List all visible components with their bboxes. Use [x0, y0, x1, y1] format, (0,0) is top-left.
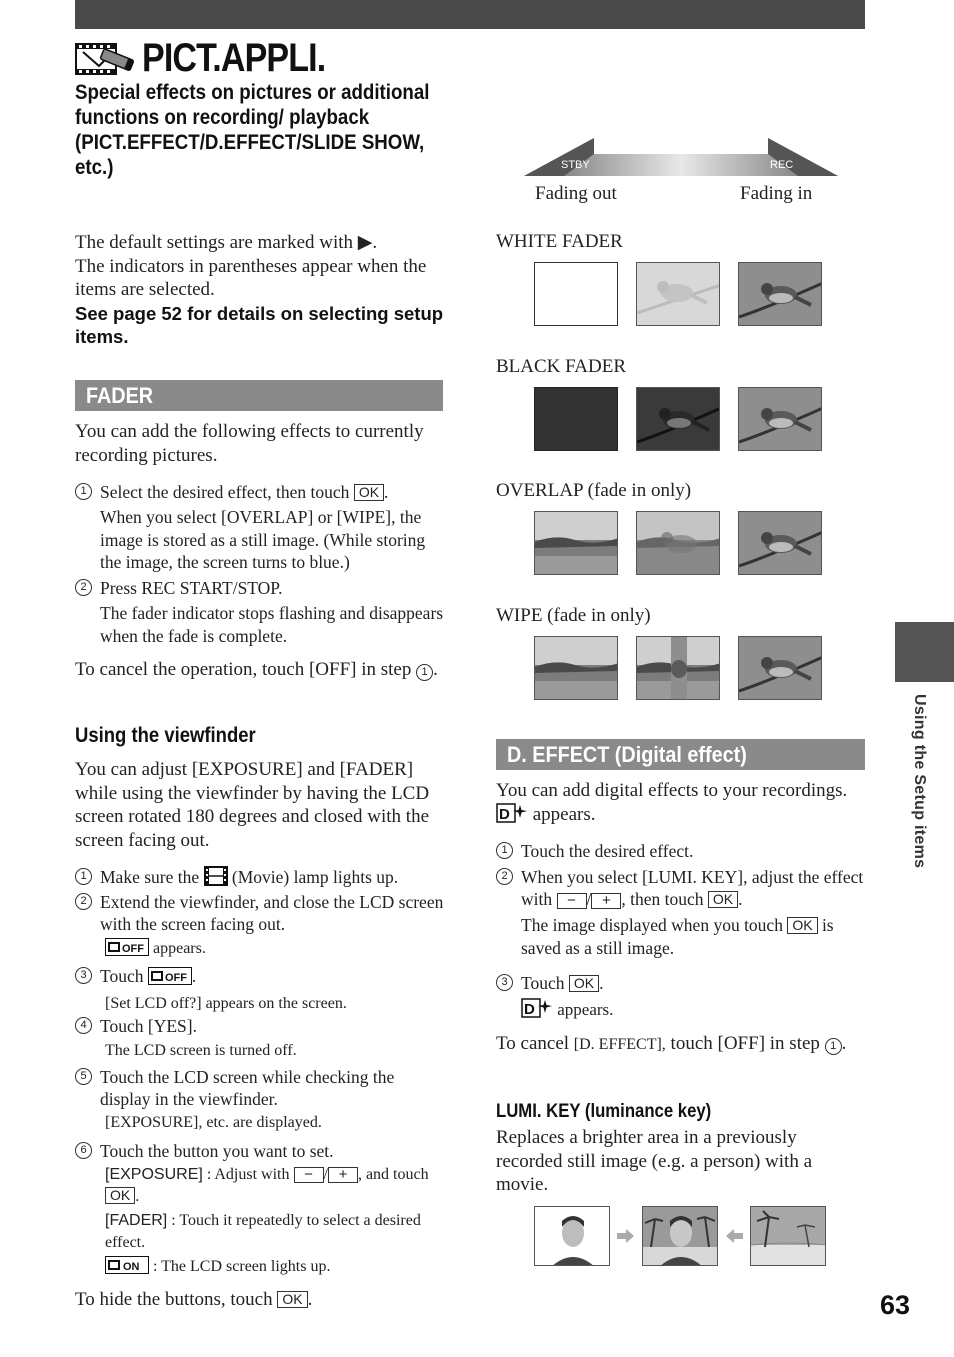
bird-fading-black-thumbnail	[636, 387, 720, 451]
lcd-off-icon	[105, 938, 149, 963]
intro-see-page: See page 52 for details on selecting setup items.	[75, 302, 444, 347]
portrait-thumbnail	[534, 1206, 610, 1266]
deffect-cancel-note: To cancel [D. EFFECT], touch [OFF] in step 1 .	[496, 1033, 847, 1054]
digital-effect-icon	[521, 998, 553, 1024]
landscape-thumbnail	[534, 511, 618, 575]
fader-step-1: 1 Select the desired effect, then touch OK . When you select [OVERLAP] or [WIPE], the image is stored as a still image. (While storing the image, the screen turns to blue.)	[75, 481, 445, 574]
rec-label: REC	[770, 159, 794, 171]
fader-step-2: 2 Press REC START/STOP. The fader indicator stops flashing and disappears when the fade is complete.	[75, 577, 445, 647]
step-number: 3	[496, 974, 513, 991]
intro-default-note: The default settings are marked with ▶.	[75, 232, 378, 253]
ok-button-icon: OK	[787, 917, 817, 934]
composite-thumbnail	[642, 1206, 718, 1266]
arrow-right-icon	[617, 1228, 635, 1249]
viewfinder-step-2: 2 Extend the viewfinder, and close the LCD screen with the screen facing out. OFF appears.	[75, 891, 445, 963]
ok-button-icon: OK	[105, 1187, 135, 1204]
deffect-step-2: 2 When you select [LUMI. KEY], adjust the effect with − / + , then touch OK . The image displayed when you touch OK is saved as a still image.	[496, 866, 864, 959]
fader-step-1-detail: When you select [OVERLAP] or [WIPE], the image is stored as a still image. (While storing the image, the screen turns to blue.)	[100, 507, 426, 572]
fading-out-label: Fading out	[535, 183, 617, 204]
fading-in-label: Fading in	[740, 183, 813, 204]
minus-button-icon: −	[294, 1167, 324, 1183]
step-number: 1	[416, 664, 433, 681]
arrow-left-icon	[725, 1228, 743, 1249]
page-number: 63	[880, 1290, 911, 1320]
step-number: 1	[75, 483, 92, 500]
hide-buttons-note: To hide the buttons, touch OK .	[75, 1289, 313, 1310]
wipe-label: WIPE (fade in only)	[496, 605, 651, 626]
step-number: 1	[496, 842, 513, 859]
bird-normal-thumbnail	[738, 387, 822, 451]
header-bar	[75, 0, 865, 29]
viewfinder-step-4: 4 Touch [YES]. The LCD screen is turned off.	[75, 1015, 445, 1062]
step-number: 2	[496, 868, 513, 885]
deffect-description: You can add digital effects to your recordings. D appears.	[496, 779, 864, 829]
svg-text:D: D	[499, 805, 510, 823]
sidebar-section-label: Using the Setup items	[911, 694, 928, 869]
ok-button-icon: OK	[277, 1291, 307, 1308]
fade-timeline-diagram	[524, 136, 838, 178]
fader-section-heading: FADER	[75, 380, 443, 411]
viewfinder-step-3: 3 Touch OFF . [Set LCD off?] appears on the screen.	[75, 965, 445, 1015]
viewfinder-step-3-note: [Set LCD off?] appears on the screen.	[105, 995, 347, 1012]
bird-fading-white-thumbnail	[636, 262, 720, 326]
plus-button-icon: +	[591, 893, 621, 909]
overlap-blend-thumbnail	[636, 511, 720, 575]
lcd-on-instruction: ON : The LCD screen lights up.	[105, 1256, 445, 1281]
deffect-section-heading: D. EFFECT (Digital effect)	[496, 739, 865, 770]
intro-block	[75, 231, 445, 349]
movie-film-icon	[204, 866, 228, 891]
deffect-step-3: 3 Touch OK . D appears.	[496, 972, 864, 1024]
step-number: 2	[75, 579, 92, 596]
fader-description: You can add the following effects to currently recording pictures.	[75, 421, 424, 466]
fader-step-2-detail: The fader indicator stops flashing and disappears when the fade is complete.	[100, 603, 444, 646]
stby-label: STBY	[561, 159, 590, 171]
black-fader-label: BLACK FADER	[496, 356, 627, 377]
pict-appli-icon	[75, 42, 137, 76]
page-subtitle: Special effects on pictures or additional functions on recording/ playback (PICT.EFFECT/D.EFFECT/SLIDE SHOW, etc.)	[75, 80, 430, 179]
step-number: 2	[75, 893, 92, 910]
fader-instruction: [FADER] : Touch it repeatedly to select a desired effect.	[105, 1212, 421, 1251]
beach-thumbnail	[750, 1206, 826, 1266]
lcd-on-icon	[105, 1256, 149, 1281]
overlap-label: OVERLAP (fade in only)	[496, 480, 692, 501]
viewfinder-description: You can adjust [EXPOSURE] and [FADER] while using the viewfinder by having the LCD screen rotated 180 degrees and closed with the screen facing out.	[75, 759, 430, 851]
step-number: 1	[75, 868, 92, 885]
viewfinder-step-4-note: The LCD screen is turned off.	[105, 1042, 297, 1059]
exposure-instruction: [EXPOSURE] : Adjust with − / + , and touch OK .	[105, 1166, 429, 1205]
step-number: 6	[75, 1142, 92, 1159]
ok-button-icon: OK	[708, 891, 738, 908]
deffect-step-2-detail: The image displayed when you touch OK is saved as a still image.	[521, 915, 834, 958]
viewfinder-step-5-note: [EXPOSURE], etc. are displayed.	[105, 1114, 322, 1131]
viewfinder-step-6: 6 Touch the button you want to set. [EXPOSURE] : Adjust with − / + , and touch OK . [FADER] : Touch it repeatedly to select a desired effect. ON : The LCD screen lights up.	[75, 1140, 445, 1281]
landscape-thumbnail	[534, 636, 618, 700]
svg-text:D: D	[524, 1001, 535, 1018]
svg-text:OFF: OFF	[122, 943, 144, 955]
page-title: PICT.APPLI.	[142, 36, 326, 80]
intro-indicator-note: The indicators in parentheses appear when the items are selected.	[75, 255, 427, 300]
svg-text:ON: ON	[123, 1261, 140, 1273]
bird-normal-thumbnail	[738, 511, 822, 575]
lumi-key-description: Replaces a brighter area in a previously recorded still image (e.g. a person) with a movie.	[496, 1127, 813, 1195]
step-number: 3	[75, 967, 92, 984]
viewfinder-step-1: 1 Make sure the (Movie) lamp lights up.	[75, 866, 445, 891]
step-number: 5	[75, 1068, 92, 1085]
svg-text:OFF: OFF	[164, 972, 187, 984]
step-number: 4	[75, 1017, 92, 1034]
digital-effect-icon	[496, 803, 528, 830]
deffect-step-1: 1 Touch the desired effect.	[496, 840, 864, 862]
ok-button-icon: OK	[569, 975, 599, 992]
lumi-key-heading: LUMI. KEY (luminance key)	[496, 1101, 712, 1122]
section-tab	[895, 622, 954, 682]
viewfinder-step-5: 5 Touch the LCD screen while checking the display in the viewfinder. [EXPOSURE], etc. are displayed.	[75, 1066, 445, 1134]
minus-button-icon: −	[557, 893, 587, 909]
black-frame-thumbnail	[534, 387, 618, 451]
step-number: 1	[825, 1038, 842, 1055]
viewfinder-heading: Using the viewfinder	[75, 724, 256, 747]
white-fader-label: WHITE FADER	[496, 231, 623, 252]
lcd-off-icon	[148, 967, 192, 990]
wipe-transition-thumbnail	[636, 636, 720, 700]
plus-button-icon: +	[328, 1167, 358, 1183]
fader-cancel-note: To cancel the operation, touch [OFF] in step 1 .	[75, 659, 438, 680]
bird-normal-thumbnail	[738, 636, 822, 700]
ok-button-icon: OK	[354, 484, 384, 501]
bird-normal-thumbnail	[738, 262, 822, 326]
white-frame-thumbnail	[534, 262, 618, 326]
